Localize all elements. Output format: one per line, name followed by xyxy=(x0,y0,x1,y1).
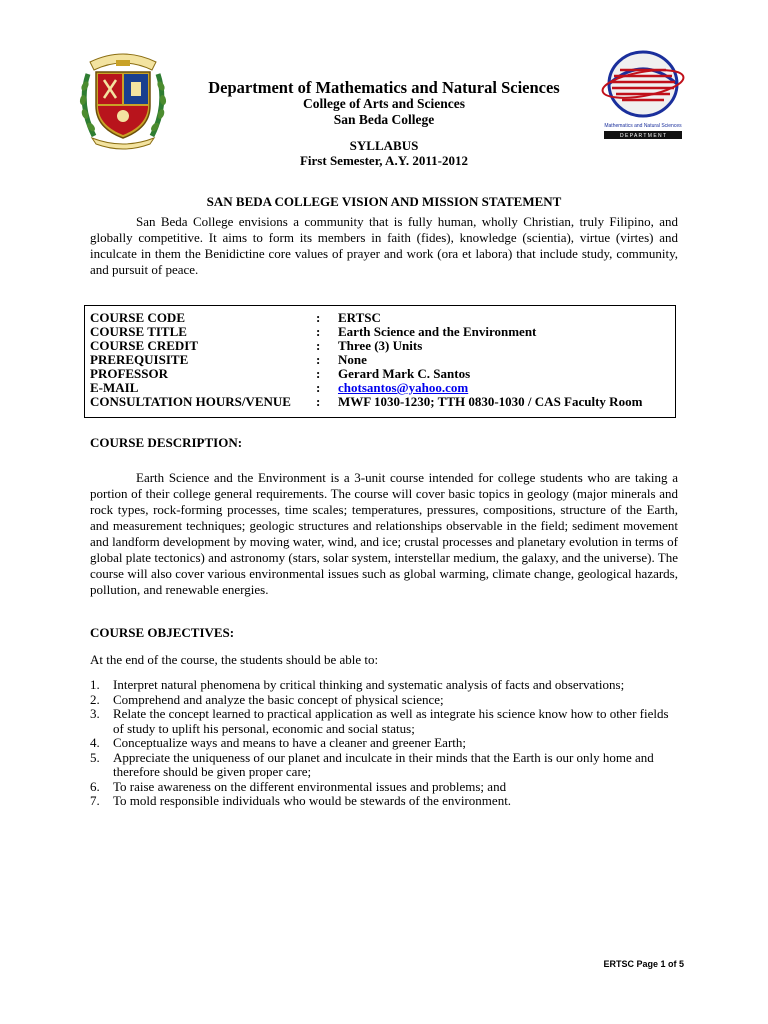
list-item xyxy=(90,736,678,751)
consultation-label: CONSULTATION HOURS/VENUE xyxy=(90,394,291,409)
item-number: 4. xyxy=(90,735,100,750)
course-title-label: COURSE TITLE xyxy=(90,324,187,339)
item-text: Relate the concept learned to practical application as well as integrate his science know how to other fields of study to uplift his personal, economic and social status; xyxy=(113,706,669,736)
list-item xyxy=(90,794,678,809)
course-code-value: ERTSC xyxy=(338,310,381,325)
item-number: 2. xyxy=(90,691,100,707)
consultation-value: MWF 1030-1230; TTH 0830-1030 / CAS Faculty Room xyxy=(338,394,643,409)
info-colon: : xyxy=(316,352,321,367)
item-text: To mold responsible individuals who would be stewards of the environment. xyxy=(113,793,512,808)
list-item xyxy=(90,678,678,693)
vision-title: SAN BEDA COLLEGE VISION AND MISSION STATEMENT xyxy=(206,194,562,209)
semester-label: First Semester, A.Y. 2011-2012 xyxy=(299,153,469,168)
list-item xyxy=(90,780,678,795)
course-code-label: COURSE CODE xyxy=(90,310,185,325)
school-name: San Beda College xyxy=(333,112,435,127)
objectives-list xyxy=(90,678,678,809)
prerequisite-label: PREREQUISITE xyxy=(90,352,189,367)
list-item xyxy=(90,707,678,736)
item-text: Comprehend and analyze the basic concept of physical science; xyxy=(113,691,444,707)
course-credit-value: Three (3) Units xyxy=(338,338,423,353)
objectives-intro: At the end of the course, the students should be able to: xyxy=(90,652,379,667)
objectives-title: COURSE OBJECTIVES: xyxy=(90,625,235,640)
course-credit-label: COURSE CREDIT xyxy=(90,338,198,353)
college-name: College of Arts and Sciences xyxy=(303,96,465,111)
item-number: 6. xyxy=(90,778,100,794)
info-colon: : xyxy=(316,338,321,353)
item-number: 1. xyxy=(90,677,100,692)
item-text: Interpret natural phenomena by critical thinking and systematic analysis of facts and observations; xyxy=(113,677,625,692)
info-colon: : xyxy=(316,310,321,325)
document-type: SYLLABUS xyxy=(349,138,419,153)
description-text: Earth Science and the Environment is a 3-unit course intended for college students who are taking a portion of their college general requirements. The course will cover basic topics in geology (major minerals and rock types, rock-forming processes, time scales; temperatures, pressures, compositions, structure of the Earth, and measurement techniques; geologic structures and relationships observable in the field; sediment movement and landform development by moving water, wind, and ice; crustal processes and planetary evolution in terms of global plate tectonics) and astronomy (stars, solar system, interstellar medium, the galaxy, and the universe). The course will also cover various environmental issues such as global warming, climate change, geological hazards, pollution, and renewable energies. xyxy=(90,470,678,597)
list-item xyxy=(90,751,678,780)
prerequisite-value: None xyxy=(338,352,367,367)
department-title: Department of Mathematics and Natural Sciences xyxy=(208,78,560,97)
professor-value: Gerard Mark C. Santos xyxy=(338,366,471,381)
page-number: ERTSC Page 1 of 5 xyxy=(603,959,684,969)
email-label: E-MAIL xyxy=(90,380,139,395)
list-item xyxy=(90,693,678,708)
email-link[interactable]: chotsantos@yahoo.com xyxy=(338,380,469,395)
logo-caption-2: D E P A R T M E N T xyxy=(619,133,667,139)
vision-text: San Beda College envisions a community that is fully human, wholly Christian, truly Filipino, and globally competitive. It aims to form its members in faith (fides), knowledge (scientia), virtue (virtes) and inculcate in them the Benidictine core values of prayer and work (ora et labora) that include study, community, and pursuit of peace. xyxy=(90,214,678,277)
item-number: 3. xyxy=(90,706,100,721)
item-text: To raise awareness on the different environmental issues and problems; and xyxy=(113,778,507,794)
logo-caption-1: Mathematics and Natural Sciences xyxy=(604,123,682,129)
info-colon: : xyxy=(316,380,321,395)
info-colon: : xyxy=(316,366,321,381)
item-text: Conceptualize ways and means to have a cleaner and greener Earth; xyxy=(113,735,466,750)
item-number: 7. xyxy=(90,793,100,808)
description-title: COURSE DESCRIPTION: xyxy=(90,435,243,450)
info-colon: : xyxy=(316,324,321,339)
professor-label: PROFESSOR xyxy=(90,366,169,381)
info-colon: : xyxy=(316,394,321,409)
item-number: 5. xyxy=(90,749,100,765)
item-text: Appreciate the uniqueness of our planet and inculcate in their minds that the Earth is our only home and therefore should be given proper care; xyxy=(113,749,654,779)
course-title-value: Earth Science and the Environment xyxy=(338,324,537,339)
